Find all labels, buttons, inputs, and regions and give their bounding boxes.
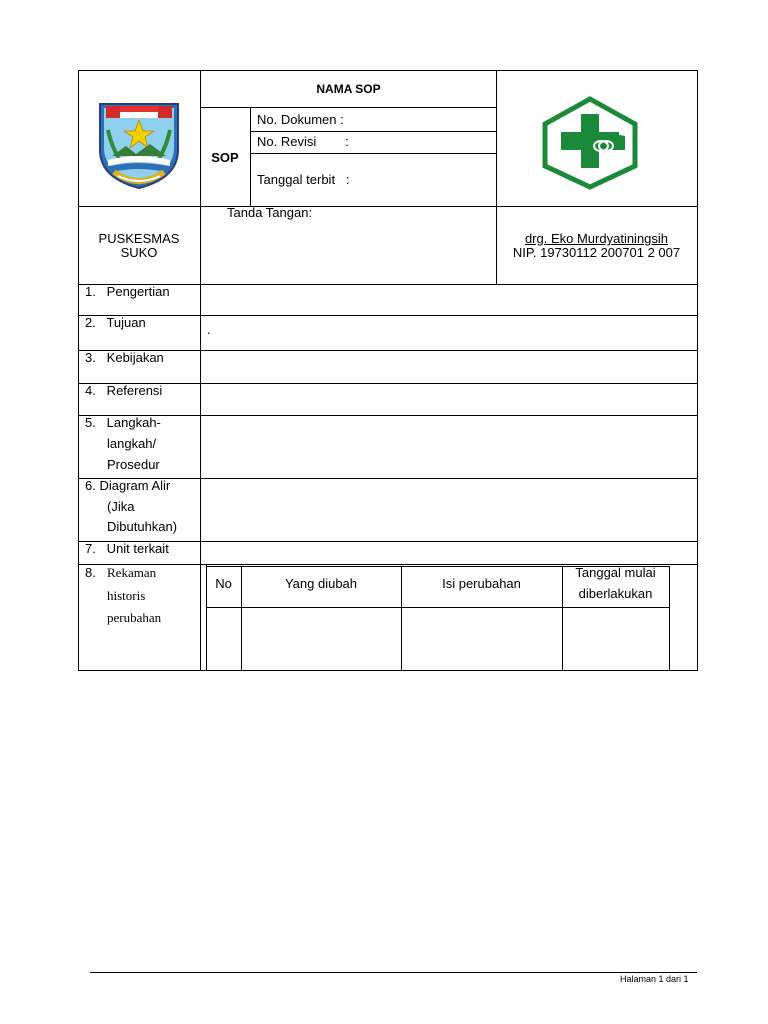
history-col-no: No (215, 576, 232, 591)
row-label-rekaman: Rekaman (107, 565, 157, 580)
page-number: Halaman 1 dari 1 (620, 974, 689, 984)
row-label-rekaman-2: historis (107, 588, 146, 603)
row-label-diagram-2: (Jika (107, 499, 135, 514)
table-line (78, 541, 698, 542)
table-line (78, 478, 698, 479)
row-label-langkah-3: Prosedur (107, 457, 160, 472)
table-line (200, 107, 497, 108)
row-label-rekaman-num: 8. (85, 565, 96, 580)
table-border-bottom (78, 670, 698, 671)
footer-divider (90, 972, 697, 973)
history-col-tanggal: Tanggal mulai (575, 565, 656, 580)
table-line (78, 206, 698, 207)
row-label-pengertian: 1. Pengertian (85, 284, 170, 299)
table-line (250, 131, 497, 132)
org-name-line1: PUSKESMAS (98, 231, 180, 246)
table-line (78, 415, 698, 416)
page-title: NAMA SOP (316, 82, 381, 96)
table-line (78, 350, 698, 351)
table-line (206, 607, 670, 608)
tujuan-value: . (207, 322, 211, 337)
table-line (78, 284, 698, 285)
table-border-right (697, 70, 698, 671)
row-label-langkah-2: langkah/ (107, 436, 157, 451)
table-line (250, 107, 251, 207)
history-col-yang-diubah: Yang diubah (284, 576, 358, 591)
table-line (78, 315, 698, 316)
sop-label: SOP (211, 150, 239, 165)
row-label-langkah: 5. Langkah- (85, 415, 161, 430)
table-line (250, 153, 497, 154)
row-label-rekaman-3: perubahan (107, 610, 162, 625)
puskesmas-cross-logo-icon (541, 96, 639, 190)
table-line (562, 566, 563, 671)
history-col-isi-perubahan: Isi perubahan (442, 576, 521, 591)
table-border-left (78, 70, 79, 671)
row-label-unit: 7. Unit terkait (85, 541, 169, 556)
table-line (78, 383, 698, 384)
table-border-top (78, 70, 698, 71)
row-label-tujuan: 2. Tujuan (85, 315, 146, 330)
history-col-diberlakukan: diberlakukan (578, 586, 653, 601)
regional-emblem-icon (96, 100, 182, 190)
signer-nip: NIP. 19730112 200701 2 007 (512, 245, 681, 260)
table-line (669, 566, 670, 671)
row-label-kebijakan: 3. Kebijakan (85, 350, 164, 365)
tanda-tangan-label: Tanda Tangan: (227, 205, 313, 220)
org-name-line2: SUKO (120, 245, 158, 260)
row-label-referensi: 4. Referensi (85, 383, 163, 398)
tanggal-terbit-label: Tanggal terbit : (257, 172, 350, 187)
no-dokumen-label: No. Dokumen : (257, 112, 344, 127)
no-revisi-label: No. Revisi : (257, 134, 349, 149)
row-label-diagram: 6. Diagram Alir (85, 478, 171, 493)
signer-name: drg. Eko Murdyatiningsih (524, 231, 669, 246)
row-label-diagram-3: Dibutuhkan) (107, 519, 178, 534)
